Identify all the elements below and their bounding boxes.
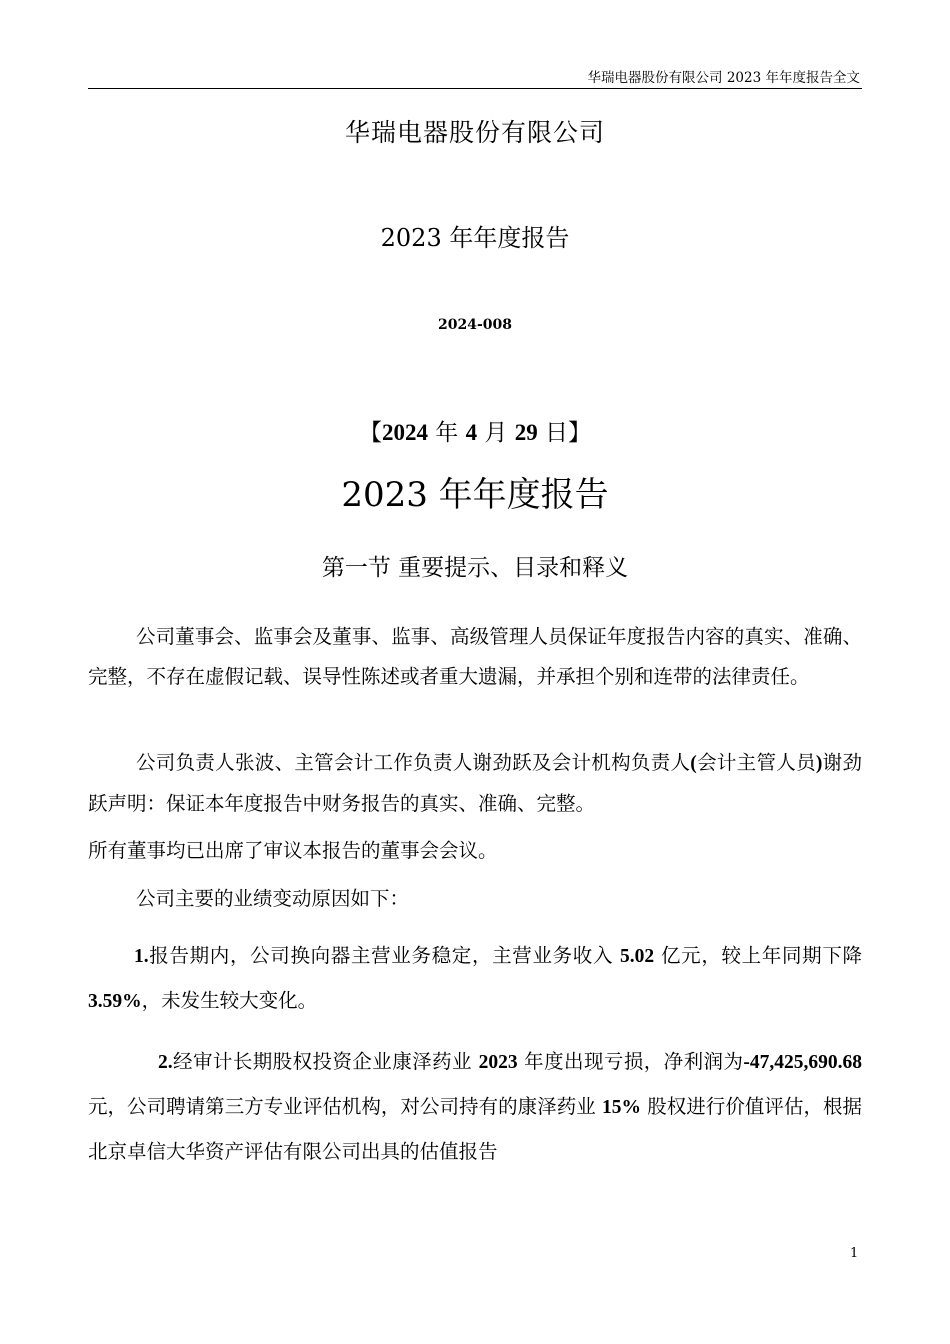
running-header xyxy=(88,62,862,89)
main-title: 2023 年年度报告 xyxy=(341,475,609,515)
company-name: 华瑞电器股份有限公司 xyxy=(344,118,605,147)
paragraph-item-1: 1.报告期内，公司换向器主营业务稳定，主营业务收入 5.02 亿元，较上年同期下降 3.59%，未发生较大变化。 xyxy=(88,944,862,1012)
document-number: 2024-008 xyxy=(438,317,512,333)
report-date: 【2024 年 4 月 29 日】 xyxy=(358,420,592,446)
paragraph-responsibility: 公司董事会、监事会及董事、监事、高级管理人员保证年度报告内容的真实、准确、完整，不存在虚假记载、误导性陈述或者重大遗漏，并承担个别和连带的法律责任。 xyxy=(88,625,862,688)
paragraph-declaration: 公司负责人张波、主管会计工作负责人谢劲跃及会计机构负责人(会计主管人员)谢劲跃声明：保证本年度报告中财务报告的真实、准确、完整。 xyxy=(88,751,862,815)
paragraph-performance-intro: 公司主要的业绩变动原因如下： xyxy=(136,887,410,910)
section-title: 第一节 重要提示、目录和释义 xyxy=(321,555,629,581)
paragraph-item-2: 2.经审计长期股权投资企业康泽药业 2023 年度出现亏损，净利润为-47,425,690.68 元，公司聘请第三方专业评估机构，对公司持有的康泽药业 15% 股权进行价值评估，根据北京卓信大华资产评估有限公司出具的估值报告 xyxy=(88,1050,862,1163)
paragraph-attendance: 所有董事均已出席了审议本报告的董事会会议。 xyxy=(88,839,498,862)
report-title: 2023 年年度报告 xyxy=(380,224,570,252)
running-header-title: 华瑞电器股份有限公司 2023 年年度报告全文 xyxy=(587,70,860,86)
page-number: 1 xyxy=(850,1246,859,1261)
